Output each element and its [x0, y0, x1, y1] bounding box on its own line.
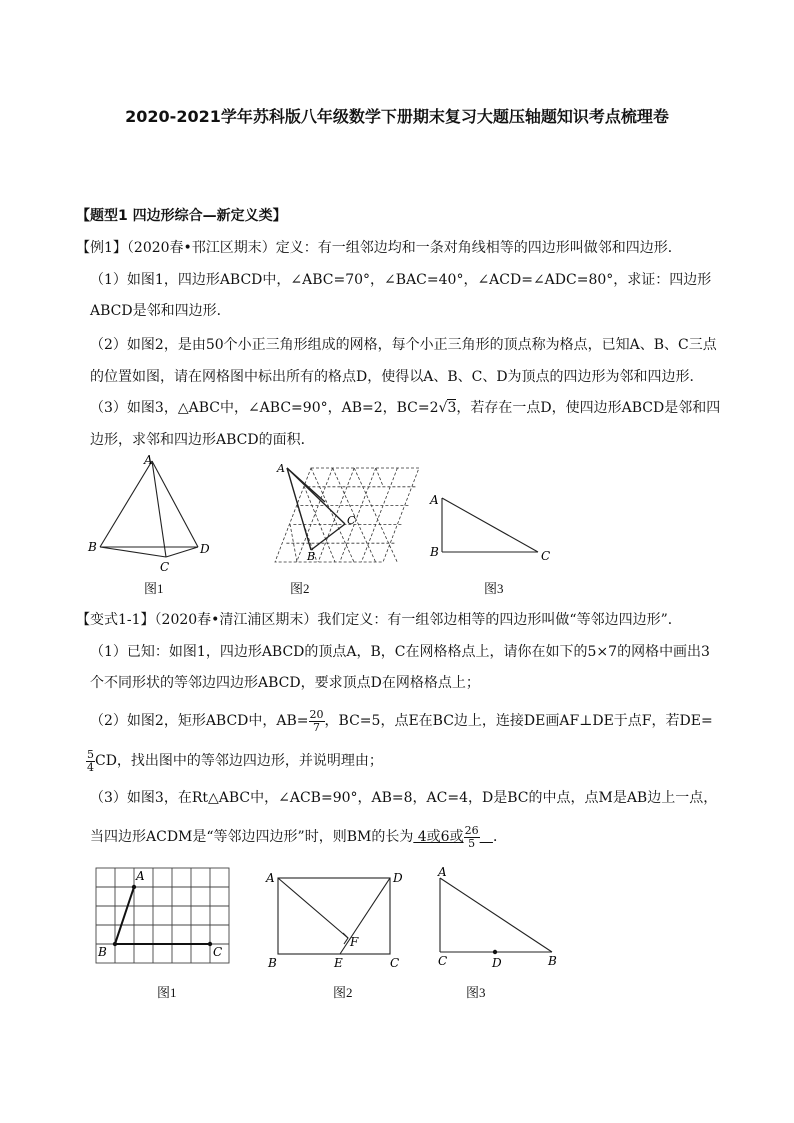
example-q3-post: ，若存在一点D，使四边形ABCD是邻和四	[456, 400, 721, 416]
variant-q2-pre: （2）如图2，矩形ABCD中，AB=	[90, 713, 309, 729]
vfig1-label-a: A	[136, 869, 145, 883]
answer-fraction	[464, 825, 480, 850]
example-q1-line1: （1）如图1，四边形ABCD中，∠ABC=70°，∠BAC=40°，∠ACD=∠ADC=80°，求证：四边形	[90, 272, 712, 288]
example-q3-pre: （3）如图3，△ABC中，∠ABC=90°，AB=2，BC=2	[90, 400, 439, 416]
vfig2-label-a: A	[266, 871, 275, 885]
variant-caption-3: 图3	[466, 985, 486, 1000]
variant-figure-2	[262, 868, 412, 973]
vfig2-label-c: C	[390, 956, 400, 970]
fig1-label-a: A	[144, 453, 153, 467]
example-q3-line1	[90, 398, 720, 418]
variant-q2-post: ，BC=5，点E在BC边上，连接DE画AF⊥DE于点F，若DE=	[324, 713, 713, 729]
answer-text: 4或6或	[413, 829, 464, 845]
variant-q2b-post: CD，找出图中的等邻边四边形，并说明理由；	[95, 753, 383, 769]
example-q1-line2: ABCD是邻和四边形．	[90, 303, 231, 319]
fig3-label-b: B	[430, 545, 439, 559]
fig3-label-a: A	[430, 493, 439, 507]
vfig3-label-d: D	[492, 956, 502, 970]
fraction-ab-den: 7	[313, 720, 321, 734]
variant-q2-line1	[90, 704, 713, 738]
fig2-label-b: B	[307, 550, 316, 563]
example-lead: 【例1】（2020春•邗江区期末）定义：有一组邻边均和一条对角线相等的四边形叫做邻和四边形．	[76, 240, 682, 256]
example-q2-line2: 的位置如图，请在网格图中标出所有的格点D，使得以A、B、C、D为顶点的四边形为邻和四边形．	[90, 369, 704, 385]
variant-caption-2: 图2	[333, 985, 353, 1000]
vfig2-label-d: D	[393, 871, 403, 885]
fig3-label-c: C	[541, 549, 551, 563]
vfig2-label-b: B	[268, 956, 277, 970]
vfig1-label-b: B	[98, 945, 107, 959]
fraction-de-den: 4	[87, 760, 94, 774]
vfig3-label-c: C	[438, 954, 448, 968]
example-figure-1	[88, 455, 218, 580]
fig2-label-a: A	[277, 462, 285, 475]
answer-fraction-den: 5	[468, 836, 476, 850]
fraction-de	[86, 749, 95, 774]
answer-blank	[413, 823, 493, 850]
fig1-label-d: D	[200, 542, 210, 556]
example-caption-1: 图1	[144, 581, 164, 596]
section-heading: 【题型1 四边形综合—新定义类】	[76, 208, 287, 224]
sqrt-sign: √	[438, 400, 448, 416]
fraction-ab	[309, 709, 325, 734]
example-caption-3: 图3	[484, 581, 504, 596]
variant-q3-line2	[90, 820, 507, 854]
example-figure-2-grid	[275, 462, 405, 572]
variant-q1-line2: 个不同形状的等邻边四边形ABCD，要求顶点D在网格格点上；	[90, 675, 480, 691]
variant-q3-pre: 当四边形ACDM是“等邻边四边形”时，则BM的长为	[90, 829, 414, 845]
example-figure-3	[428, 488, 558, 568]
example-q3-line2: 边形，求邻和四边形ABCD的面积．	[90, 432, 315, 448]
fig1-label-c: C	[160, 560, 170, 574]
fraction-ab-num: 20	[309, 707, 324, 721]
variant-q3-line1: （3）如图3，在Rt△ABC中，∠ACB=90°，AB=8，AC=4，D是BC的中点，点M是AB边上一点，	[90, 790, 718, 806]
variant-lead: 【变式1-1】（2020春•清江浦区期末）我们定义：有一组邻边相等的四边形叫做“等邻边四边形”．	[76, 612, 682, 628]
variant-q1-line1: （1）已知：如图1，四边形ABCD的顶点A，B，C在网格格点上，请你在如下的5×7的网格中画出3	[90, 644, 710, 660]
variant-figure-3	[432, 866, 572, 971]
variant-figure-1-grid	[94, 866, 234, 966]
fig1-label-b: B	[88, 540, 97, 554]
vfig2-label-e: E	[334, 956, 343, 970]
example-caption-2: 图2	[290, 581, 310, 596]
example-q2-line1: （2）如图2，是由50个小正三角形组成的网格，每个小正三角形的顶点称为格点，已知A、B、C三点	[90, 337, 717, 353]
variant-caption-1: 图1	[157, 985, 177, 1000]
vfig2-label-f: F	[350, 935, 359, 949]
variant-q3-end: ．	[492, 829, 507, 845]
variant-q2-line2	[86, 744, 383, 778]
sqrt-radicand: 3	[447, 400, 457, 416]
fig2-label-c: C	[347, 514, 356, 527]
page-title: 2020-2021学年苏科版八年级数学下册期末复习大题压轴题知识考点梳理卷	[125, 107, 669, 126]
fraction-de-num: 5	[87, 747, 94, 761]
answer-fraction-num: 26	[464, 823, 479, 837]
vfig1-label-c: C	[213, 945, 223, 959]
vfig3-label-a: A	[438, 865, 447, 879]
vfig3-label-b: B	[548, 954, 557, 968]
